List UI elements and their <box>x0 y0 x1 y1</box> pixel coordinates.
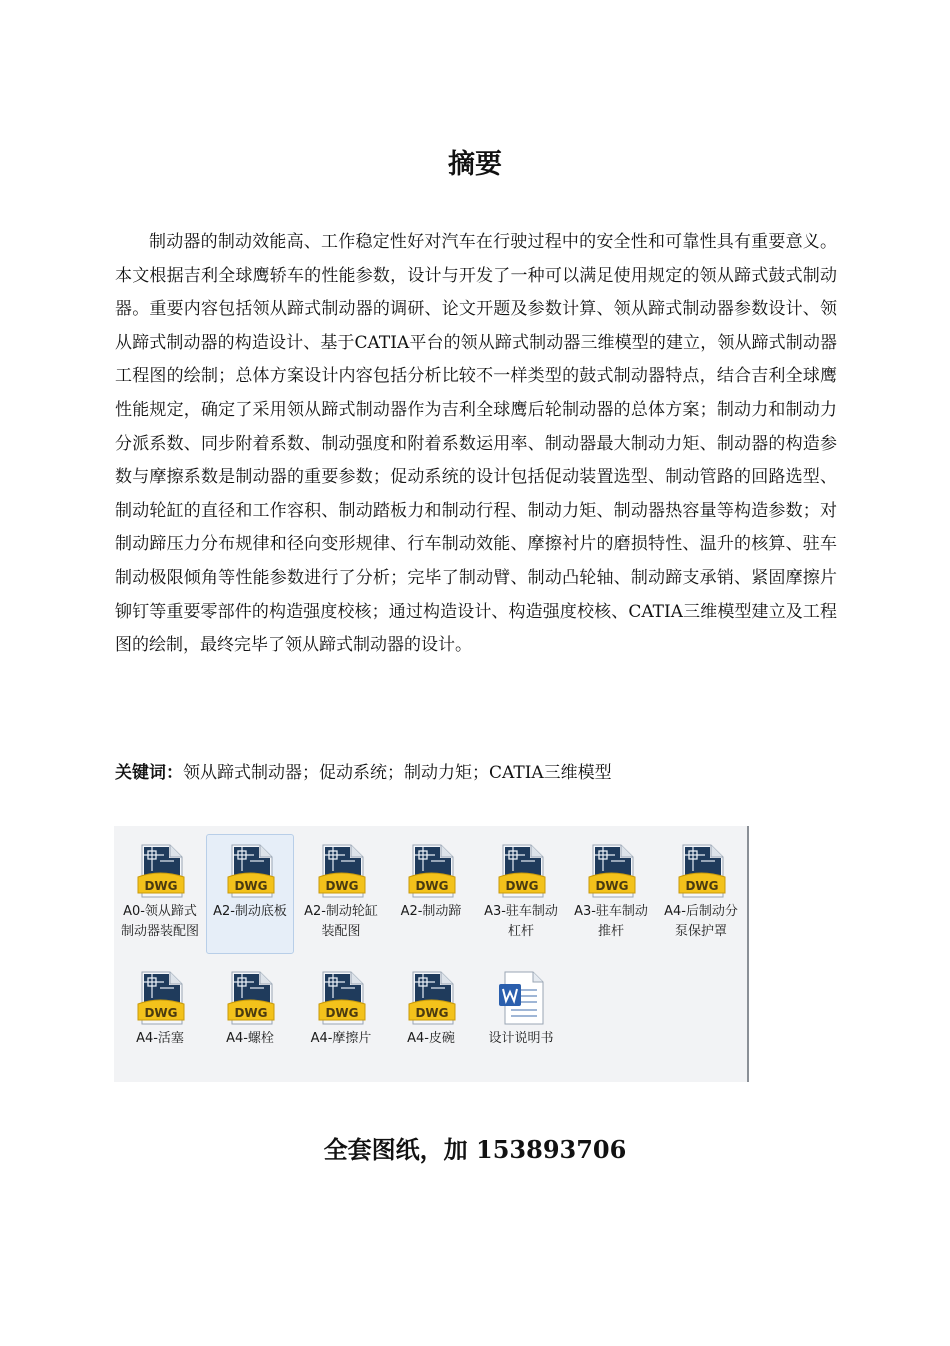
svg-text:DWG: DWG <box>234 879 268 893</box>
file-label: A3-驻车制动杠杆 <box>484 904 558 939</box>
dwg-file-icon <box>315 970 367 1026</box>
file-label: A2-制动底板 <box>213 904 287 919</box>
file-explorer-screenshot <box>114 826 749 1082</box>
svg-text:DWG: DWG <box>415 879 449 893</box>
file-item[interactable] <box>116 961 204 1081</box>
abstract-paragraph: 制动器的制动效能高、工作稳定性好对汽车在行驶过程中的安全性和可靠性具有重要意义。本文根据吉利全球鹰轿车的性能参数，设计与开发了一种可以满足使用规定的领从蹄式鼓式制动器。重要内容包括领从蹄式制动器的调研、论文开题及参数计算、领从蹄式制动器参数设计、领从蹄式制动器的构造设计、基于CATIA平台的领从蹄式制动器三维模型的建立，领从蹄式制动器工程图的绘制；总体方案设计内容包括分析比较不一样类型的鼓式制动器特点，结合吉利全球鹰性能规定，确定了采用领从蹄式制动器作为吉利全球鹰后轮制动器的总体方案；制动力和制动力分派系数、同步附着系数、制动强度和附着系数运用率、制动器最大制动力矩、制动器的构造参数与摩擦系数是制动器的重要参数；促动系统的设计包括促动装置选型、制动管路的回路选型、制动轮缸的直径和工作容积、制动踏板力和制动行程、制动力矩、制动器热容量等构造参数；对制动蹄压力分布规律和径向变形规律、行车制动效能、摩擦衬片的磨损特性、温升的核算、驻车制动极限倾角等性能参数进行了分析；完毕了制动臂、制动凸轮轴、制动蹄支承销、紧固摩擦片铆钉等重要零部件的构造强度校核；通过构造设计、构造强度校核、CATIA三维模型建立及工程图的绘制，最终完毕了领从蹄式制动器的设计。 <box>115 232 837 656</box>
svg-text:DWG: DWG <box>685 879 719 893</box>
file-label: A4-螺栓 <box>226 1031 274 1046</box>
svg-text:DWG: DWG <box>325 1006 359 1020</box>
dwg-file-icon <box>224 970 276 1026</box>
file-item[interactable] <box>116 834 204 954</box>
file-item[interactable] <box>297 961 385 1081</box>
file-item[interactable] <box>206 834 294 954</box>
svg-text:DWG: DWG <box>415 1006 449 1020</box>
dwg-file-icon <box>585 843 637 899</box>
file-label: A4-活塞 <box>136 1031 184 1046</box>
dwg-file-icon <box>224 843 276 899</box>
keywords-line <box>115 758 837 788</box>
svg-text:DWG: DWG <box>325 879 359 893</box>
file-item[interactable] <box>206 961 294 1081</box>
dwg-file-icon <box>405 970 457 1026</box>
keywords-label: 关键词： <box>115 763 183 783</box>
dwg-file-icon <box>405 843 457 899</box>
keywords-text: 领从蹄式制动器；促动系统；制动力矩；CATIA三维模型 <box>183 763 612 783</box>
word-document-icon <box>495 970 547 1026</box>
file-item[interactable] <box>387 961 475 1081</box>
file-item[interactable] <box>657 834 745 954</box>
svg-text:DWG: DWG <box>144 1006 178 1020</box>
file-item[interactable] <box>477 834 565 954</box>
file-item[interactable] <box>477 961 565 1081</box>
svg-text:DWG: DWG <box>505 879 539 893</box>
file-label: A4-皮碗 <box>407 1031 455 1046</box>
dwg-file-icon <box>675 843 727 899</box>
dwg-file-icon <box>495 843 547 899</box>
file-item[interactable] <box>567 834 655 954</box>
file-label: A4-后制动分泵保护罩 <box>664 904 738 939</box>
svg-text:DWG: DWG <box>595 879 629 893</box>
svg-text:DWG: DWG <box>144 879 178 893</box>
file-label: A3-驻车制动推杆 <box>574 904 648 939</box>
page-title: 摘要 <box>448 149 502 180</box>
contact-line: 全套图纸，加 153893706 <box>323 1135 627 1164</box>
file-label: A0-领从蹄式制动器装配图 <box>120 904 199 939</box>
file-item[interactable] <box>387 834 475 954</box>
file-label: 设计说明书 <box>488 1031 554 1046</box>
dwg-file-icon <box>315 843 367 899</box>
file-label: A4-摩擦片 <box>310 1031 372 1046</box>
file-item[interactable] <box>297 834 385 954</box>
dwg-file-icon <box>134 843 186 899</box>
file-label: A2-制动轮缸装配图 <box>304 904 378 939</box>
dwg-file-icon <box>134 970 186 1026</box>
file-label: A2-制动蹄 <box>400 904 462 919</box>
svg-text:DWG: DWG <box>234 1006 268 1020</box>
